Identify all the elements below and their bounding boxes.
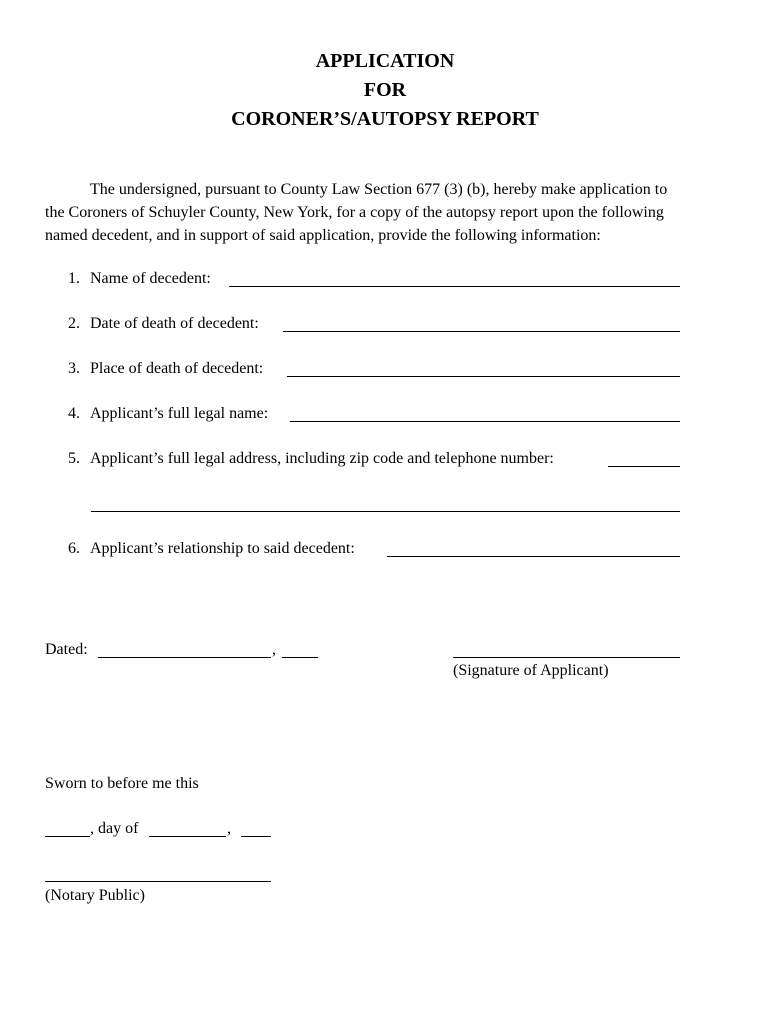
intro-line-2: the Coroners of Schuyler County, New York, for a copy of the autopsy report upon the following xyxy=(45,204,664,221)
item-number: 3. xyxy=(68,360,80,377)
intro-line-3: named decedent, and in support of said application, provide the following information: xyxy=(45,227,601,244)
sworn-comma: , xyxy=(227,820,231,837)
notary-label: (Notary Public) xyxy=(45,887,145,904)
item-place-of-death xyxy=(68,359,263,379)
dated-label: Dated: xyxy=(45,641,88,658)
item-label: Applicant’s relationship to said decedent: xyxy=(90,540,355,557)
sworn-label: Sworn to before me this xyxy=(45,775,199,792)
item-number: 2. xyxy=(68,315,80,332)
item-date-of-death xyxy=(68,314,259,334)
notary-signature-field[interactable] xyxy=(45,881,271,882)
item-label: Applicant’s full legal name: xyxy=(90,405,269,422)
item-number: 6. xyxy=(68,540,80,557)
dated-date-field[interactable] xyxy=(98,657,271,658)
sworn-day-field[interactable] xyxy=(45,836,90,837)
item-number: 1. xyxy=(68,270,80,287)
item-label: Applicant’s full legal address, including zip code and telephone number: xyxy=(90,450,554,467)
item-number: 5. xyxy=(68,450,80,467)
applicant-address-field-line-2[interactable] xyxy=(91,511,680,512)
sworn-day-of-label: , day of xyxy=(90,820,139,837)
name-of-decedent-field[interactable] xyxy=(229,286,680,287)
item-name-of-decedent xyxy=(68,269,211,289)
item-label: Place of death of decedent: xyxy=(90,360,264,377)
date-of-death-field[interactable] xyxy=(283,331,680,332)
item-applicant-name xyxy=(68,404,268,424)
signature-label: (Signature of Applicant) xyxy=(453,662,609,679)
title-line-3: CORONER’S/AUTOPSY REPORT xyxy=(231,108,539,130)
title-line-1: APPLICATION xyxy=(315,50,455,72)
applicant-relationship-field[interactable] xyxy=(387,556,680,557)
signature-field[interactable] xyxy=(453,657,680,658)
item-number: 4. xyxy=(68,405,80,422)
applicant-name-field[interactable] xyxy=(290,421,680,422)
item-label: Name of decedent: xyxy=(90,270,211,287)
title-line-2: FOR xyxy=(363,79,407,101)
intro-line-1: The undersigned, pursuant to County Law Section 677 (3) (b), hereby make application to xyxy=(90,181,668,198)
intro-paragraph xyxy=(45,178,735,247)
sworn-year-field[interactable] xyxy=(241,836,271,837)
place-of-death-field[interactable] xyxy=(287,376,680,377)
applicant-address-field[interactable] xyxy=(608,466,680,467)
sworn-month-field[interactable] xyxy=(149,836,226,837)
item-applicant-relationship xyxy=(68,539,355,559)
item-applicant-address xyxy=(68,449,554,469)
dated-comma: , xyxy=(272,641,276,658)
dated-year-field[interactable] xyxy=(282,657,318,658)
item-label: Date of death of decedent: xyxy=(90,315,259,332)
